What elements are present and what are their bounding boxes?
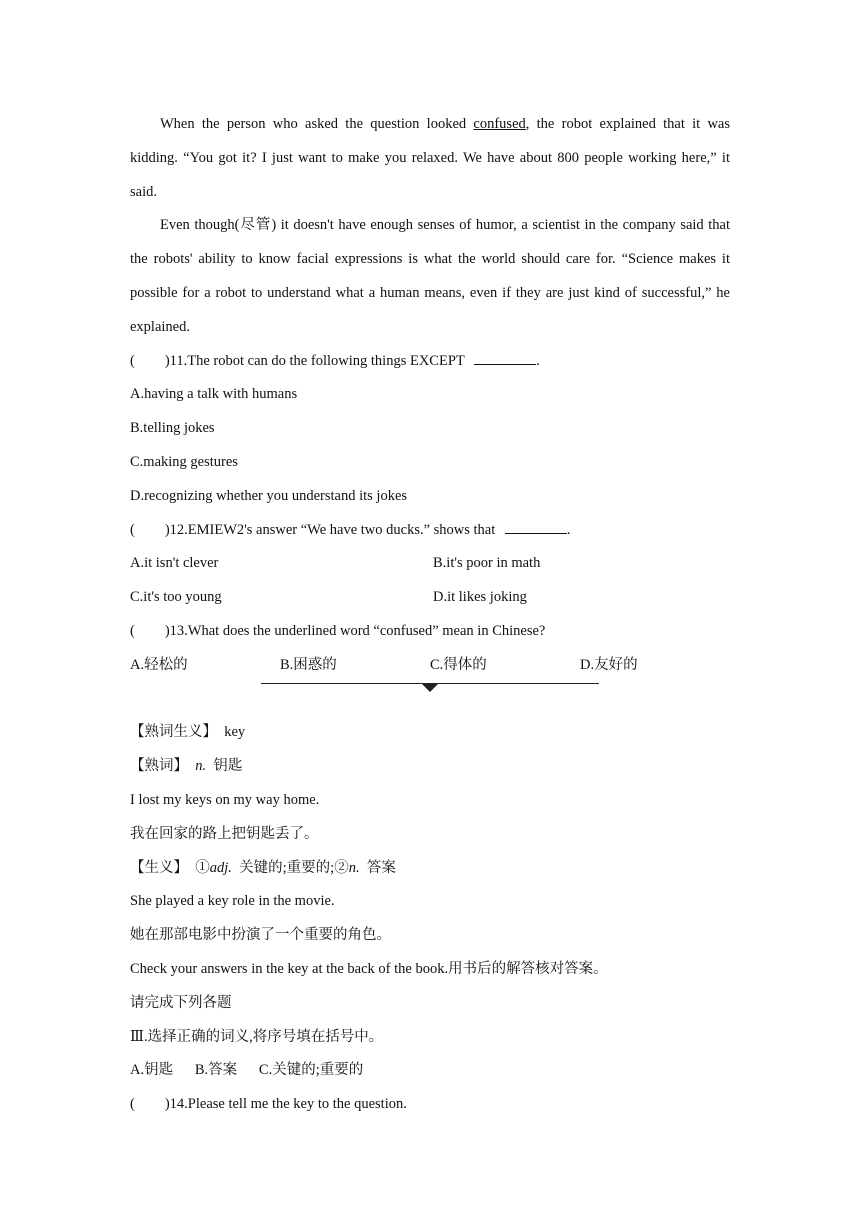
exercise-option-a: A.钥匙 xyxy=(130,1062,174,1079)
answer-paren-open: ( xyxy=(130,622,135,639)
options-12-row-2 xyxy=(130,581,730,615)
option-11a: A.having a talk with humans xyxy=(130,386,298,403)
exercise-option-b: B.答案 xyxy=(194,1062,238,1079)
exercise-instruction: 请完成下列各题 xyxy=(130,994,232,1011)
part-of-speech: n. xyxy=(195,758,207,775)
question-11 xyxy=(130,345,730,379)
option-13a: A.轻松的 xyxy=(130,656,188,673)
circled-number: ② xyxy=(334,859,349,876)
question-13 xyxy=(130,615,730,649)
option-12c: C.it's too young xyxy=(130,589,222,606)
option-13c: C.得体的 xyxy=(430,656,487,673)
option-11b: B.telling jokes xyxy=(130,420,215,437)
answer-paren-open: ( xyxy=(130,352,135,369)
exercise-section-title: Ⅲ.选择正确的词义,将序号填在括号中。 xyxy=(130,1028,384,1045)
question-12 xyxy=(130,514,730,548)
passage-paragraph-1 xyxy=(130,108,730,209)
answer-paren-open: ( xyxy=(130,1096,135,1113)
section-divider xyxy=(130,683,730,717)
fill-blank-line xyxy=(474,352,536,365)
option-13d: D.友好的 xyxy=(580,656,638,673)
meaning-text: 钥匙 xyxy=(213,758,243,775)
passage-text: , the robot explained that it was kidding. “You got it? I just want to make you relaxed. We have about 800 people working here,” it said. xyxy=(130,116,730,200)
document-page xyxy=(130,108,730,1122)
option-12b: B.it's poor in math xyxy=(433,555,541,572)
passage-text: When the person who asked the question looked xyxy=(160,116,474,132)
option-12d: D.it likes joking xyxy=(433,589,527,606)
question-14 xyxy=(130,1088,730,1122)
new-example-1-en: She played a key role in the movie. xyxy=(130,893,335,910)
vocab-heading-word: key xyxy=(224,724,246,741)
circled-number: ① xyxy=(195,859,210,876)
familiar-example-zh: 我在回家的路上把钥匙丢了。 xyxy=(130,825,319,842)
new-example-2: Check your answers in the key at the back of the book.用书后的解答核对答案。 xyxy=(130,960,608,977)
vocab-heading xyxy=(130,716,730,750)
triangle-down-icon xyxy=(422,684,438,692)
exercise-options xyxy=(130,1054,730,1088)
option-12a: A.it isn't clever xyxy=(130,555,219,572)
meaning-text: 答案 xyxy=(366,859,396,876)
options-12-row-1 xyxy=(130,547,730,581)
exercise-option-c: C.关键的;重要的 xyxy=(258,1062,364,1079)
answer-paren-open: ( xyxy=(130,521,135,538)
underlined-word: confused xyxy=(473,116,526,132)
familiar-meaning xyxy=(130,750,730,784)
question-stem: )13.What does the underlined word “confused” mean in Chinese? xyxy=(164,622,546,639)
vocab-heading-label: 【熟词生义】 xyxy=(130,724,217,741)
option-11d: D.recognizing whether you understand its jokes xyxy=(130,487,408,504)
options-13-row xyxy=(130,649,730,683)
option-13b: B.困惑的 xyxy=(280,656,337,673)
question-stem: )14.Please tell me the key to the question. xyxy=(164,1096,407,1113)
question-stem: )11.The robot can do the following things EXCEPT xyxy=(164,352,469,369)
passage-paragraph-2: Even though(尽管) it doesn't have enough senses of humor, a scientist in the company said that the robots' ability to know facial expressions is what the world should care for. “Science makes it possible for a robot to understand what a human means, even if they are just kind of successful,” he explained. xyxy=(130,217,730,335)
new-meaning xyxy=(130,852,730,886)
meaning-text: 关键的;重要的; xyxy=(239,859,335,876)
question-stem: )12.EMIEW2's answer “We have two ducks.” shows that xyxy=(164,521,499,538)
question-end: . xyxy=(536,352,540,369)
option-11c: C.making gestures xyxy=(130,453,238,470)
new-example-1-zh: 她在那部电影中扮演了一个重要的角色。 xyxy=(130,927,391,944)
question-end: . xyxy=(566,521,571,538)
familiar-label: 【熟词】 xyxy=(130,758,188,775)
new-label: 【生义】 xyxy=(130,859,188,876)
fill-blank-line xyxy=(505,521,567,534)
familiar-example-en: I lost my keys on my way home. xyxy=(130,791,320,808)
part-of-speech: adj. xyxy=(209,859,232,876)
part-of-speech: n. xyxy=(348,859,360,876)
